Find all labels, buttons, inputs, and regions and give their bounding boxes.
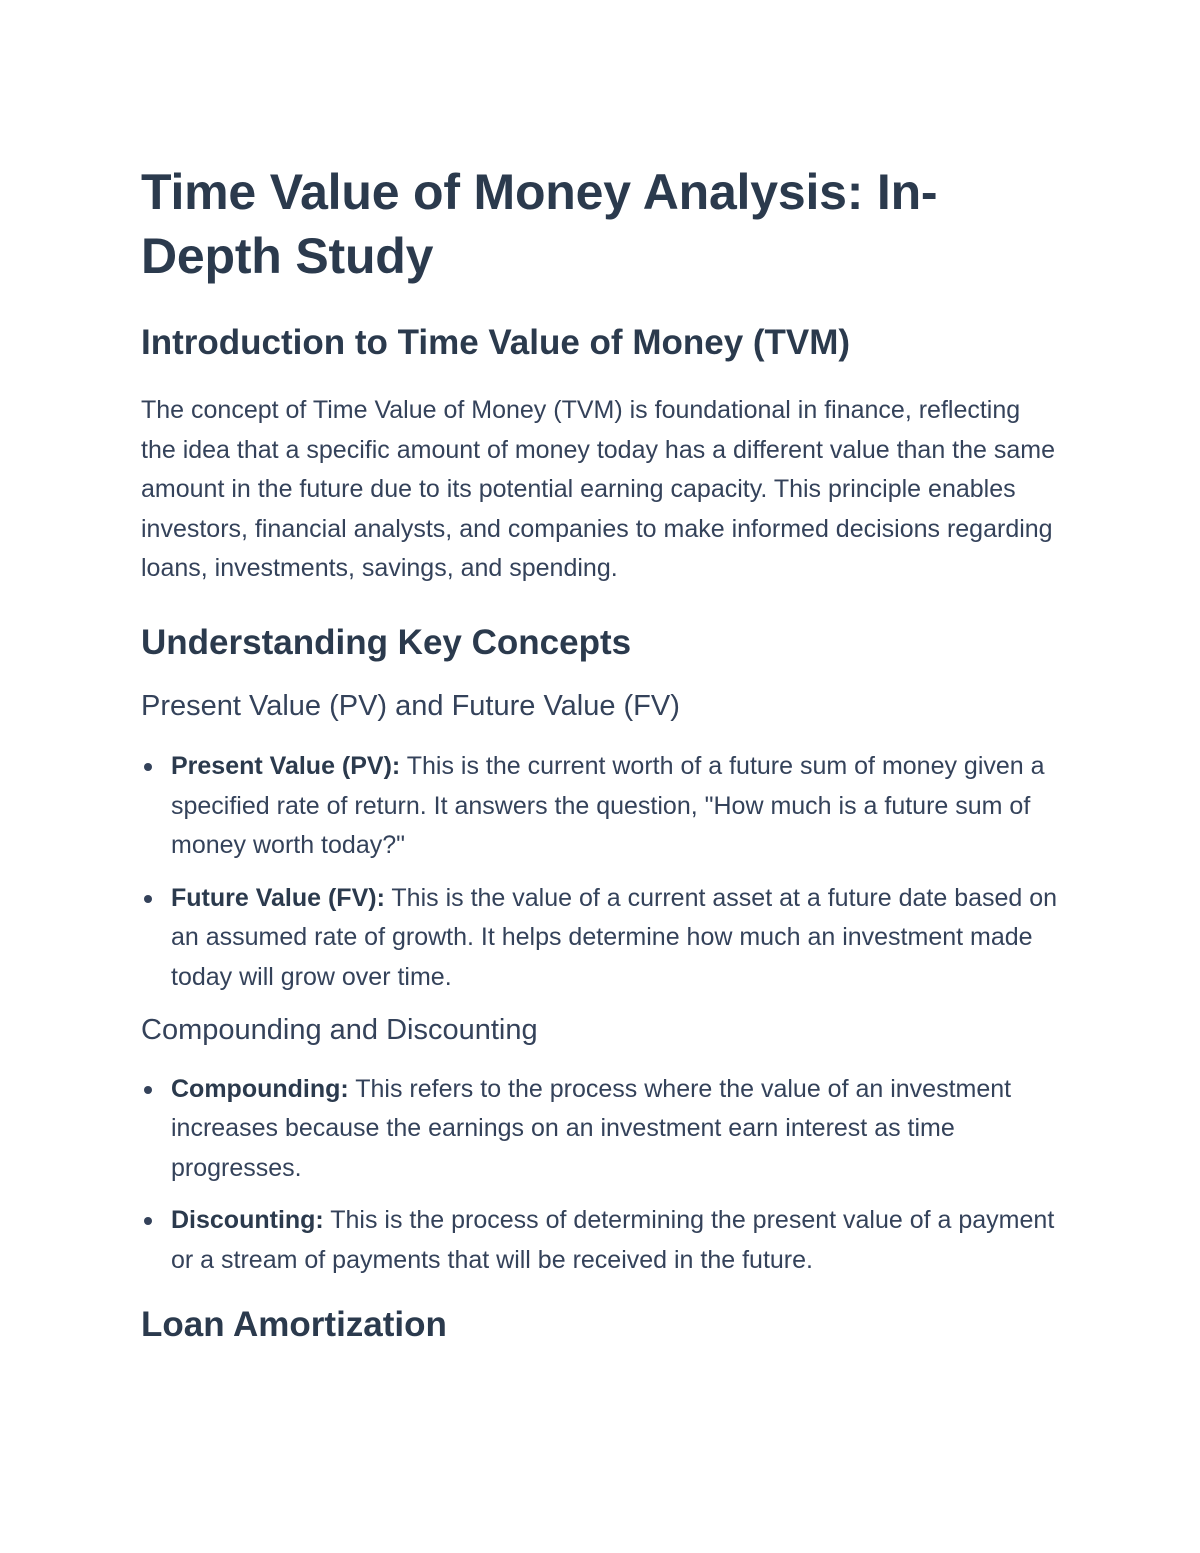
subheading-compounding-discounting: Compounding and Discounting	[141, 1013, 538, 1046]
definition-present-value: This is the current worth of a future sum of money given a specified rate of return. It answers the question, "How much is a future sum of money worth today?"	[171, 751, 1045, 860]
section-heading-key-concepts: Understanding Key Concepts	[141, 622, 632, 662]
introduction-paragraph: The concept of Time Value of Money (TVM) is foundational in finance, reflecting the idea that a specific amount of money today has a different value than the same amount in the future due to its potential earning capacity. This principle enables investors, financial analysts, and companies to make informed decisions regarding loans, investments, savings, and spending.	[141, 396, 1056, 583]
document-title: Time Value of Money Analysis: In-Depth Study	[141, 164, 938, 284]
list-item-discounting	[141, 1201, 1061, 1280]
list-item-future-value	[141, 879, 1061, 998]
section-heading-loan-amortization: Loan Amortization	[141, 1304, 447, 1344]
list-item-compounding	[141, 1070, 1061, 1189]
bullet-icon	[144, 763, 152, 771]
definition-future-value: This is the value of a current asset at a future date based on an assumed rate of growth. It helps determine how much an investment made today will grow over time.	[171, 883, 1058, 991]
term-compounding: Compounding:	[171, 1074, 349, 1103]
term-discounting: Discounting:	[171, 1206, 324, 1235]
bullet-icon	[144, 1217, 152, 1225]
term-future-value: Future Value (FV):	[171, 883, 385, 912]
compounding-discounting-list	[141, 1070, 1061, 1281]
bullet-icon	[144, 895, 152, 903]
bullet-icon	[144, 1086, 152, 1094]
definition-discounting: This is the process of determining the present value of a payment or a stream of payments that will be received in the future.	[171, 1206, 1055, 1274]
pv-fv-list	[141, 747, 1061, 998]
term-present-value: Present Value (PV):	[171, 751, 401, 780]
subheading-pv-fv: Present Value (PV) and Future Value (FV)	[141, 689, 680, 722]
definition-compounding: This refers to the process where the value of an investment increases because the earnings on an investment earn interest as time progresses.	[171, 1074, 1012, 1182]
document-page	[141, 160, 1061, 1347]
list-item-present-value	[141, 747, 1061, 866]
section-heading-introduction: Introduction to Time Value of Money (TVM)	[141, 323, 851, 362]
